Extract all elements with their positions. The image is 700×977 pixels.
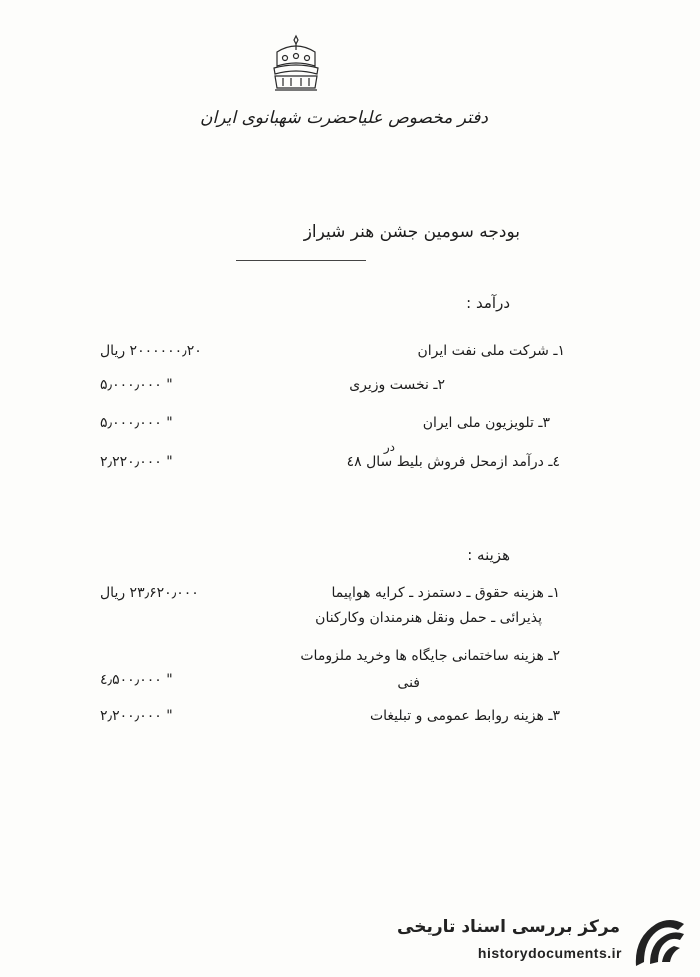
expense-item-2-amount: ٤٫۵۰۰٫۰۰۰ " bbox=[100, 672, 173, 688]
income-item-4-amount: ۲٫۲۲۰٫۰۰۰ " bbox=[100, 454, 173, 470]
expense-item-1-amount: ۲۳٫۶۲۰٫۰۰۰ ریال bbox=[100, 585, 199, 601]
income-item-3-label: ۳ـ تلویزیون ملی ایران bbox=[422, 415, 550, 431]
archive-logo-icon bbox=[630, 918, 688, 972]
crown-emblem-icon bbox=[265, 32, 327, 96]
income-item-1-label: ١ـ شرکت ملی نفت ایران bbox=[417, 343, 565, 359]
expense-item-2-label-line2: فنی bbox=[397, 675, 420, 691]
income-item-4-label: ٤ـ درآمد ازمحل فروش بلیط سال ٤٨ bbox=[346, 454, 560, 470]
watermark-url: historydocuments.ir bbox=[477, 945, 622, 961]
expense-item-2-label: ۲ـ هزینه ساختمانی جایگاه ها وخرید ملزومات bbox=[300, 648, 560, 664]
document-title: بودجه سومین جشن هنر شیراز bbox=[303, 222, 520, 242]
income-item-2-amount: ۵٫۰۰۰٫۰۰۰ " bbox=[100, 377, 173, 393]
expenses-heading: هزینه : bbox=[467, 546, 510, 564]
title-underline bbox=[236, 260, 366, 261]
income-item-1-amount: ۲۰۰۰۰۰۰٫۲۰ ریال bbox=[100, 343, 202, 359]
income-item-2-label: ۲ـ نخست وزیری bbox=[349, 377, 445, 393]
income-item-4-superscript: در bbox=[383, 440, 395, 454]
expense-item-1-label: ١ـ هزینه حقوق ـ دستمزد ـ کرایه هواپیما bbox=[331, 585, 560, 601]
income-heading: درآمد : bbox=[466, 294, 510, 312]
expense-item-3-amount: ۲٫۲۰۰٫۰۰۰ " bbox=[100, 708, 173, 724]
expense-item-1-label-line2: پذیرائی ـ حمل ونقل هنرمندان وکارکنان bbox=[315, 610, 542, 626]
watermark-title: مرکز بررسی اسناد تاریخی bbox=[397, 917, 620, 937]
income-item-3-amount: ۵٫۰۰۰٫۰۰۰ " bbox=[100, 415, 173, 431]
expense-item-3-label: ۳ـ هزینه روابط عمومی و تبلیغات bbox=[369, 708, 560, 724]
office-letterhead: دفتر مخصوص علیاحضرت شهبانوی ایران bbox=[200, 108, 488, 128]
